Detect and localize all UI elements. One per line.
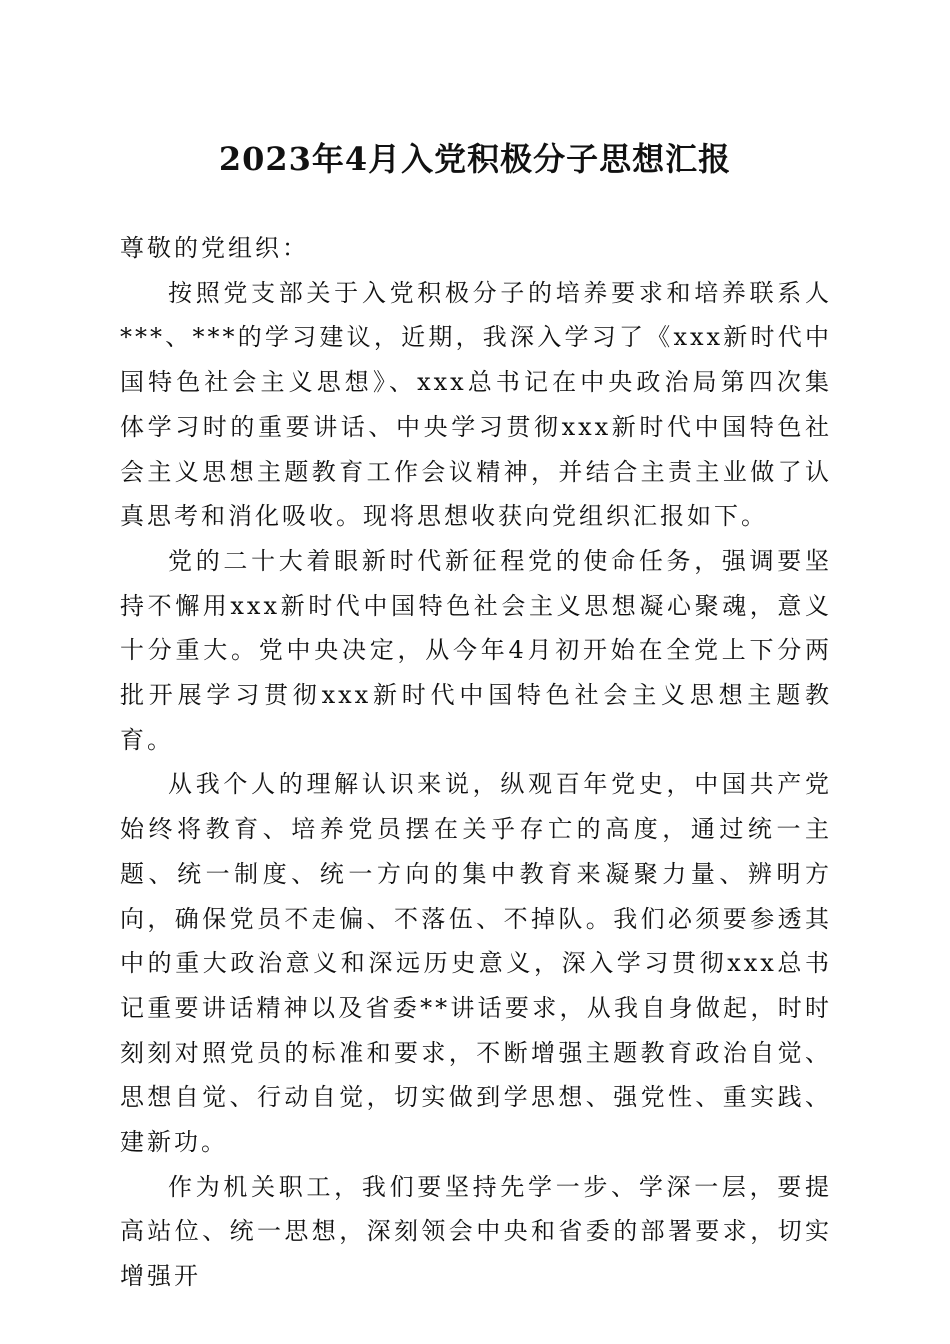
document-title: 2023年4月入党积极分子思想汇报 [218, 140, 732, 178]
paragraph-congress-decision: 党的二十大着眼新时代新征程党的使命任务，强调要坚持不懈用xxx新时代中国特色社会主义思想凝心聚魂，意义十分重大。党中央决定，从今年4月初开始在全党上下分两批开展学习贯彻xxx新时代中国特色社会主义思想主题教育。 [120, 546, 832, 754]
paragraph-personal-understanding: 从我个人的理解认识来说，纵观百年党史，中国共产党始终将教育、培养党员摆在关乎存亡的高度，通过统一主题、统一制度、统一方向的集中教育来凝聚力量、辨明方向，确保党员不走偏、不落伍、不掉队。我们必须要参透其中的重大政治意义和深远历史意义，深入学习贯彻xxx总书记重要讲话精神以及省委**讲话要求，从我自身做起，时时刻刻对照党员的标准和要求，不断增强主题教育政治自觉、思想自觉、行动自觉，切实做到学思想、强党性、重实践、建新功。 [120, 770, 832, 1157]
paragraph-study-overview: 按照党支部关于入党积极分子的培养要求和培养联系人***、***的学习建议，近期，我深入学习了《xxx新时代中国特色社会主义思想》、xxx总书记在中央政治局第四次集体学习时的重要讲话、中央学习贯彻xxx新时代中国特色社会主义思想主题教育工作会议精神，并结合主责主业做了认真思考和消化吸收。现将思想收获向党组织汇报如下。 [120, 278, 832, 531]
document-body [120, 226, 832, 1299]
paragraph-staff-commitment: 作为机关职工，我们要坚持先学一步、学深一层，要提高站位、统一思想，深刻领会中央和省委的部署要求，切实增强开 [120, 1172, 832, 1291]
salutation: 尊敬的党组织： [120, 234, 309, 262]
